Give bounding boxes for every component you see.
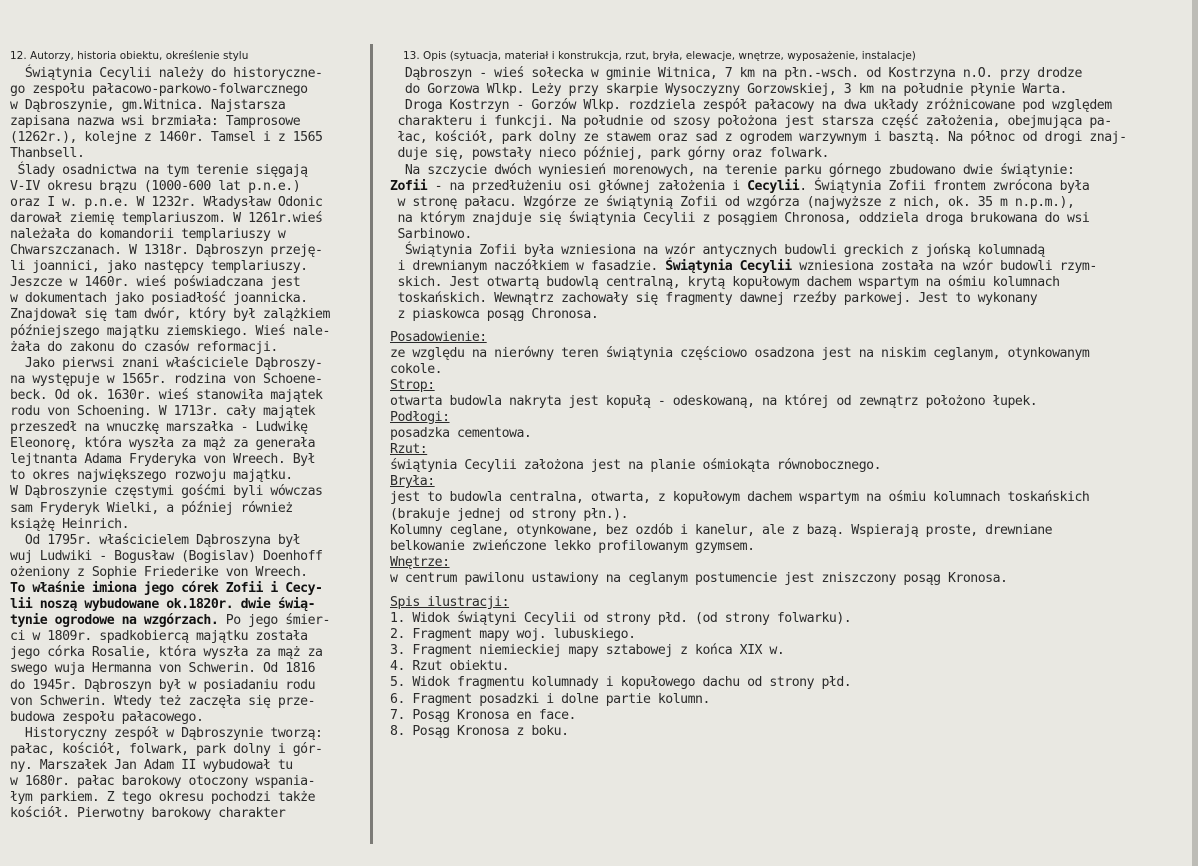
section-title: Posadowienie: <box>390 329 487 345</box>
text-line: książę Heinrich. <box>10 516 130 532</box>
page-edge <box>1192 0 1198 866</box>
text-line: Ślady osadnictwa na tym terenie sięgają <box>10 162 308 178</box>
text-line: późniejszego majątku ziemskiego. Wieś nale- <box>10 323 330 339</box>
text-line: budowa zespołu pałacowego. <box>10 709 204 725</box>
text-line: wuj Ludwiki - Bogusław (Bogislav) Doenhoff <box>10 548 323 564</box>
section-line: posadzka cementowa. <box>390 426 532 442</box>
text-line: skich. Jest otwartą budowlą centralną, krytą kopułowym dachem wspartym na ośmiu kolumnach <box>390 275 1060 291</box>
text-line: Eleonorę, która wyszła za mąż za generała <box>10 436 316 452</box>
text-line: zapisana nazwa wsi brzmiała: Tamprosowe <box>10 114 301 130</box>
text-line: ny. Marszałek Jan Adam II wybudował tu <box>10 758 293 774</box>
text-line: lejtnanta Adama Fryderyka von Wreech. Był <box>10 452 316 468</box>
text-line: należała do komandorii templariuszy w <box>10 226 286 242</box>
text-line: w dokumentach jako posiadłość joannicka. <box>10 291 308 307</box>
section-line: belkowanie zwieńczone lekko profilowanym gzymsem. <box>390 538 755 554</box>
text-fragment: wzniesiona została na wzór budowli rzym- <box>791 259 1097 275</box>
section-line: ze względu na nierówny teren świątynia częściowo osadzona jest na niskim ceglanym, otynkowanym <box>390 345 1090 361</box>
bold-line: tynie ogrodowe na wzgórzach. <box>10 613 219 629</box>
text-line: li joannici, jako następcy templariuszy. <box>10 259 308 275</box>
text-line: Dąbroszyn - wieś sołecka w gminie Witnica, 7 km na płn.-wsch. od Kostrzyna n.O. przy drodze <box>390 66 1082 81</box>
text-line: Jeszcze w 1460r. wieś poświadczana jest <box>10 275 301 291</box>
text-line: Świątynia Cecylii należy do historyczne- <box>10 66 323 81</box>
section-line: w centrum pawilonu ustawiony na ceglanym postumencie jest zniszczony posąg Kronosa. <box>390 570 1008 586</box>
text-line: w Dąbroszynie, gm.Witnica. Najstarsza <box>10 98 286 114</box>
text-line: duje się, powstały nieco później, park górny oraz folwark. <box>390 146 829 162</box>
section-line: Kolumny ceglane, otynkowane, bez ozdób i kanelur, ale z bazą. Wspierają proste, drewniane <box>390 522 1053 538</box>
section-line: świątynia Cecylii założona jest na planie ośmiokąta równobocznego. <box>390 458 882 474</box>
text-line: go zespołu pałacowo-parkowo-folwarcznego <box>10 82 308 98</box>
text-line: (1262r.), kolejne z 1460r. Tamsel i z 1565 <box>10 130 323 146</box>
text-line: rodu von Schoening. W 1713r. cały majątek <box>10 403 316 419</box>
zofii-word: Zofii <box>390 178 428 194</box>
text-fragment: - na przedłużeniu osi głównej założenia i <box>427 178 748 194</box>
illustration-item: 5. Widok fragmentu kolumnady i kopułowego dachu od strony płd. <box>390 675 852 691</box>
text-line: von Schwerin. Wtedy też zaczęła się prze- <box>10 693 316 709</box>
section-title: Wnętrze: <box>390 554 450 570</box>
text-line: charakteru i funkcji. Na południe od szosy położona jest starsza część założenia, obejmująca pa- <box>390 114 1112 130</box>
right-column-header: 13. Opis (sytuacja, materiał i konstrukcja, rzut, bryła, elewacje, wnętrze, wyposażenie, instalacje) <box>403 50 916 62</box>
text-line: Historyczny zespół w Dąbroszynie tworzą: <box>10 725 323 741</box>
text-line: Jako pierwsi znani właściciele Dąbroszy- <box>10 355 323 371</box>
text-line: pałac, kościół, folwark, park dolny i gór- <box>10 741 323 757</box>
illustrations-title: Spis ilustracji: <box>390 595 510 610</box>
illustration-item: 8. Posąg Kronosa z boku. <box>390 723 569 739</box>
text-line: Od 1795r. właścicielem Dąbroszyna był <box>10 532 301 548</box>
cecylii-bold-phrase: Świątynia Cecylii <box>665 259 792 275</box>
section-title: Rzut: <box>390 442 428 458</box>
text-line: łac, kościół, park dolny ze stawem oraz sad z ogrodem warzywnym i basztą. Na północ od drogi znaj- <box>390 130 1127 146</box>
column-divider <box>370 44 373 844</box>
text-line: sam Fryderyk Wielki, a później również <box>10 500 293 516</box>
text-line: Sarbinowo. <box>390 226 472 242</box>
text-fragment: i drewnianym naczółkiem w fasadzie. <box>390 259 666 275</box>
text-line: Na szczycie dwóch wyniesień morenowych, na terenie parku górnego zbudowano dwie świątynie: <box>390 162 1075 178</box>
text-line: W Dąbroszynie częstymi gośćmi byli wówczas <box>10 484 323 500</box>
text-line: Świątynia Zofii była wzniesiona na wzór antycznych budowli greckich z jońską kolumnadą <box>390 243 1045 259</box>
text-line: Chwarszczanach. W 1318r. Dąbroszyn przeję- <box>10 243 323 259</box>
illustration-item: 1. Widok świątyni Cecylii od strony płd. (od strony folwarku). <box>390 611 852 627</box>
illustration-item: 3. Fragment niemieckiej mapy sztabowej z końca XIX w. <box>390 643 785 659</box>
text-line: z piaskowca posąg Chronosa. <box>390 307 599 323</box>
text-line: Thanbsell. <box>10 146 85 162</box>
text-line: oraz I w. p.n.e. W 1232r. Władysław Odonic <box>10 194 323 210</box>
text-line: przeszedł na wnuczkę marszałka - Ludwikę <box>10 420 308 436</box>
section-title: Strop: <box>390 377 435 393</box>
text-line: beck. Od ok. 1630r. wieś stanowiła majątek <box>10 387 323 403</box>
bold-line: To właśnie imiona jego córek Zofii i Cecy- <box>10 581 323 596</box>
text-line: jego córka Rosalie, która wyszła za mąż za <box>10 645 323 661</box>
text-line: ożeniony z Sophie Friederike von Wreech. <box>10 564 308 580</box>
text-line: swego wuja Hermanna von Schwerin. Od 1816 <box>10 661 316 677</box>
text-line: Po jego śmier- <box>218 613 330 629</box>
section-title: Bryła: <box>390 474 435 490</box>
text-line: na występuje w 1565r. rodzina von Schoene- <box>10 371 323 387</box>
text-line: do Gorzowa Wlkp. Leży przy skarpie Wysoczyzny Gorzowskiej, 3 km na południe płynie Warta. <box>390 82 1067 98</box>
text-line: łym parkiem. Z tego okresu pochodzi także <box>10 790 316 806</box>
text-line: na którym znajduje się świątynia Cecylii z posągiem Chronosa, oddziela droga brukowana do wsi <box>390 210 1090 226</box>
section-line: otwarta budowla nakryta jest kopułą - odeskowaną, na której od zewnątrz położono łupek. <box>390 393 1038 409</box>
left-column-text <box>10 66 368 822</box>
right-column-text <box>390 66 1170 740</box>
illustration-item: 6. Fragment posadzki i dolne partie kolumn. <box>390 691 710 707</box>
illustration-item: 4. Rzut obiektu. <box>390 659 510 675</box>
text-line: toskańskich. Wewnątrz zachowały się fragmenty dawnej rzeźby parkowej. Jest to wykonany <box>390 291 1038 307</box>
text-line: do 1945r. Dąbroszyn był w posiadaniu rodu <box>10 677 316 693</box>
section-line: (brakuje jednej od strony płn.). <box>390 506 629 522</box>
text-line: kościół. Pierwotny barokowy charakter <box>10 806 286 822</box>
text-line: V-IV okresu brązu (1000-600 lat p.n.e.) <box>10 178 301 194</box>
text-fragment: . Świątynia Zofii frontem zwrócona była <box>799 178 1090 194</box>
illustration-item: 2. Fragment mapy woj. lubuskiego. <box>390 627 636 643</box>
cecylii-word: Cecylii <box>747 178 800 194</box>
illustration-item: 7. Posąg Kronosa en face. <box>390 707 576 723</box>
text-line: darował ziemię templariuszom. W 1261r.wieś <box>10 210 323 226</box>
text-line: w stronę pałacu. Wzgórze ze świątynią Zofii od wzgórza (najwyższe z nich, ok. 35 m n.p.m.), <box>390 194 1075 210</box>
section-line: jest to budowla centralna, otwarta, z kopułowym dachem wspartym na ośmiu kolumnach toskańskich <box>390 490 1090 506</box>
text-line: ci w 1809r. spadkobiercą majątku została <box>10 629 308 645</box>
bold-line: lii noszą wybudowane ok.1820r. dwie świą- <box>10 597 316 613</box>
section-line: cokole. <box>390 361 443 377</box>
text-line: żała do zakonu do czasów reformacji. <box>10 339 278 355</box>
section-title: Podłogi: <box>390 409 450 425</box>
text-line: w 1680r. pałac barokowy otoczony wspania- <box>10 774 316 790</box>
text-line: to okres największego rozwoju majątku. <box>10 468 293 484</box>
left-column-header: 12. Autorzy, historia obiektu, określenie stylu <box>10 50 249 62</box>
text-line: Znajdował się tam dwór, który był zalążkiem <box>10 307 330 323</box>
text-line: Droga Kostrzyn - Gorzów Wlkp. rozdziela zespół pałacowy na dwa układy zróżnicowane pod względem <box>390 98 1112 114</box>
